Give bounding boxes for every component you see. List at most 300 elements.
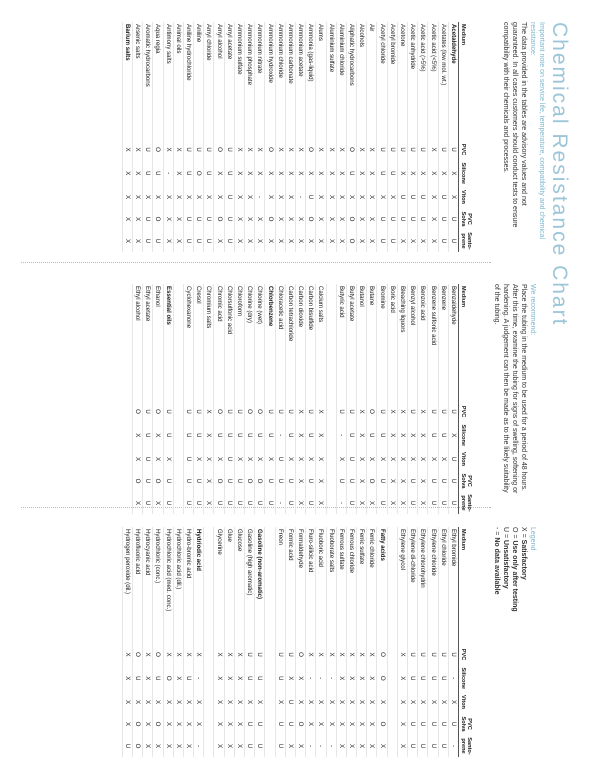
rating-cell: X xyxy=(326,644,336,666)
rating-cell: X xyxy=(194,448,204,470)
medium-name: Alums xyxy=(316,22,326,139)
rating-cell: X xyxy=(387,423,397,448)
rating-cell: U xyxy=(418,139,428,161)
rating-cell xyxy=(387,691,397,713)
rating-cell: X xyxy=(224,713,234,735)
rating-cell xyxy=(387,713,397,735)
rating-cell: U xyxy=(245,735,255,757)
rating-cell: X xyxy=(173,666,183,691)
rating-cell: X xyxy=(214,186,224,208)
rating-cell: X xyxy=(194,644,204,666)
rating-cell: X xyxy=(367,161,377,186)
rating-cell: U xyxy=(418,644,428,666)
rating-cell: X xyxy=(163,139,173,161)
rating-cell: X xyxy=(397,448,407,470)
rating-cell: U xyxy=(377,492,387,514)
rating-cell: O xyxy=(346,230,356,252)
rating-cell: X xyxy=(408,691,418,713)
rating-cell: X xyxy=(183,691,193,713)
medium-name: Ferric chloride xyxy=(367,527,377,644)
rating-cell: - xyxy=(306,735,316,757)
rating-cell: X xyxy=(285,186,295,208)
rating-cell: X xyxy=(367,208,377,230)
rating-cell: U xyxy=(183,401,193,423)
rating-cell: O xyxy=(214,208,224,230)
table-row xyxy=(275,527,285,757)
rating-cell: X xyxy=(255,691,265,713)
rating-cell: U xyxy=(204,208,214,230)
rating-cell: X xyxy=(183,735,193,757)
medium-name: Bleaching liquors xyxy=(397,284,407,401)
rating-cell xyxy=(173,448,183,470)
table-row xyxy=(377,527,387,757)
table-row xyxy=(275,22,285,252)
rating-cell: U xyxy=(306,401,316,423)
rating-cell: U xyxy=(143,448,153,470)
rating-cell: X xyxy=(397,492,407,514)
table-row xyxy=(367,527,377,757)
rating-cell: X xyxy=(346,666,356,691)
rating-cell: U xyxy=(183,448,193,470)
rating-cell: O xyxy=(346,208,356,230)
rating-cell: U xyxy=(163,423,173,448)
rating-cell: U xyxy=(428,470,438,492)
rating-cell: X xyxy=(234,713,244,735)
rating-cell: O xyxy=(153,713,163,735)
rating-cell: U xyxy=(234,423,244,448)
rating-cell: - xyxy=(316,735,326,757)
rating-cell: X xyxy=(245,230,255,252)
rating-cell: X xyxy=(418,230,428,252)
rating-cell: U xyxy=(194,230,204,252)
rating-cell: X xyxy=(316,492,326,514)
rating-cell: O xyxy=(133,470,143,492)
rating-cell: U xyxy=(234,401,244,423)
medium-name: Antimony salts xyxy=(163,22,173,139)
table-row xyxy=(163,284,173,514)
rating-cell: U xyxy=(448,470,458,492)
rating-cell: U xyxy=(448,713,458,735)
medium-name: Amyl chloride xyxy=(204,22,214,139)
rating-cell: - xyxy=(336,492,346,514)
rating-cell: U xyxy=(377,161,387,186)
table-row xyxy=(234,284,244,514)
rating-cell: X xyxy=(275,186,285,208)
rating-cell: X xyxy=(143,735,153,757)
medium-name xyxy=(326,284,336,401)
rating-cell: O xyxy=(377,713,387,735)
rating-cell: U xyxy=(438,470,448,492)
rating-cell: U xyxy=(143,208,153,230)
rating-cell: X xyxy=(367,713,377,735)
rating-cell: U xyxy=(448,401,458,423)
rating-cell: X xyxy=(408,423,418,448)
rating-cell: U xyxy=(418,713,428,735)
rating-cell: - xyxy=(336,423,346,448)
rating-cell: X xyxy=(153,448,163,470)
medium-name: Butyl acetate xyxy=(346,284,356,401)
rating-cell: X xyxy=(163,186,173,208)
rating-cell xyxy=(204,735,214,757)
rating-cell: X xyxy=(326,713,336,735)
table-row xyxy=(275,284,285,514)
rating-cell: X xyxy=(234,644,244,666)
rating-cell: X xyxy=(387,186,397,208)
rating-cell: X xyxy=(316,470,326,492)
rating-cell: U xyxy=(224,470,234,492)
rating-cell: X xyxy=(306,230,316,252)
rating-cell: X xyxy=(428,186,438,208)
rating-cell: U xyxy=(143,401,153,423)
rating-cell: O xyxy=(133,401,143,423)
medium-name: Glycerine xyxy=(214,527,224,644)
medium-name: Ammonium nitrate xyxy=(255,22,265,139)
column-header: Viton xyxy=(459,186,474,208)
table-row xyxy=(163,22,173,252)
rating-cell: X xyxy=(275,161,285,186)
rating-cell: O xyxy=(296,644,306,666)
table-row xyxy=(122,527,132,757)
rating-cell: X xyxy=(285,735,295,757)
table-row xyxy=(194,527,204,757)
rating-cell: X xyxy=(397,401,407,423)
rating-cell: O xyxy=(153,139,163,161)
rating-cell: X xyxy=(306,691,316,713)
medium-name: Hydro-bromic acid xyxy=(183,527,193,644)
rating-cell: X xyxy=(194,713,204,735)
rating-cell: U xyxy=(245,492,255,514)
rating-cell: U xyxy=(194,470,204,492)
rating-cell: X xyxy=(255,448,265,470)
rating-cell: U xyxy=(285,470,295,492)
medium-name: Boric acid xyxy=(387,284,397,401)
medium-name: Aniline hydrochloride xyxy=(183,22,193,139)
rating-cell: X xyxy=(316,230,326,252)
rating-cell: U xyxy=(214,492,224,514)
rating-cell: U xyxy=(183,161,193,186)
rating-cell: X xyxy=(153,691,163,713)
table-row xyxy=(296,22,306,252)
column-header: PVC xyxy=(459,644,474,666)
rating-cell: U xyxy=(346,492,356,514)
rating-cell: U xyxy=(265,423,275,448)
legend-symbol: - xyxy=(493,527,500,530)
rating-cell: U xyxy=(163,492,173,514)
rating-cell: O xyxy=(367,401,377,423)
rating-cell: U xyxy=(255,644,265,666)
rating-cell: X xyxy=(377,691,387,713)
rating-cell: U xyxy=(275,713,285,735)
medium-name: Ammonium acetate xyxy=(296,22,306,139)
medium-name: Amyl alcohol xyxy=(214,22,224,139)
medium-name xyxy=(204,527,214,644)
rating-cell: X xyxy=(173,186,183,208)
rating-cell: X xyxy=(245,139,255,161)
medium-name: Ethyl acetate xyxy=(143,284,153,401)
rating-cell: X xyxy=(367,186,377,208)
rating-cell: U xyxy=(438,208,448,230)
rating-cell: U xyxy=(183,492,193,514)
table-row xyxy=(448,527,458,757)
medium-name: Glue xyxy=(224,527,234,644)
rating-cell: X xyxy=(346,691,356,713)
rating-cell: X xyxy=(204,423,214,448)
rating-cell: X xyxy=(234,208,244,230)
rating-cell xyxy=(387,666,397,691)
table-row xyxy=(265,22,275,252)
rating-cell: X xyxy=(296,492,306,514)
rating-cell: U xyxy=(346,401,356,423)
rating-cell: U xyxy=(397,139,407,161)
rating-cell: X xyxy=(418,448,428,470)
rating-cell: X xyxy=(357,666,367,691)
rating-cell: X xyxy=(296,139,306,161)
rating-cell: X xyxy=(438,161,448,186)
rating-cell: - xyxy=(326,666,336,691)
rating-cell: U xyxy=(346,161,356,186)
medium-name: Air xyxy=(367,22,377,139)
rating-cell: U xyxy=(143,492,153,514)
rating-cell: X xyxy=(173,208,183,230)
rating-cell: X xyxy=(397,644,407,666)
medium-name: Acetic anhydride xyxy=(408,22,418,139)
table-row xyxy=(387,527,397,757)
rating-cell: X xyxy=(367,691,377,713)
rating-cell: - xyxy=(326,735,336,757)
column-header: Medium xyxy=(459,22,474,139)
medium-name: Barium salts xyxy=(122,22,132,139)
rating-cell: U xyxy=(194,208,204,230)
rating-cell: X xyxy=(316,448,326,470)
rating-cell: X xyxy=(163,208,173,230)
rating-cell: U xyxy=(285,401,295,423)
rating-cell: - xyxy=(296,186,306,208)
table-row xyxy=(306,284,316,514)
rating-cell: U xyxy=(438,401,448,423)
rating-cell: X xyxy=(428,161,438,186)
rating-cell: X xyxy=(163,713,173,735)
rating-cell: U xyxy=(194,492,204,514)
rating-cell: X xyxy=(143,666,153,691)
rating-cell: X xyxy=(214,691,224,713)
rating-cell: U xyxy=(204,161,214,186)
rating-cell: U xyxy=(367,423,377,448)
rating-cell: X xyxy=(336,230,346,252)
rating-cell: U xyxy=(428,401,438,423)
rating-cell: U xyxy=(418,735,428,757)
rating-cell: U xyxy=(234,470,244,492)
rating-cell: U xyxy=(408,186,418,208)
table-row xyxy=(346,527,356,757)
rating-cell: X xyxy=(173,735,183,757)
rating-cell: X xyxy=(183,186,193,208)
table-row xyxy=(133,284,143,514)
column-header: Santo-prene xyxy=(459,492,474,514)
rating-cell: X xyxy=(316,139,326,161)
rating-cell: U xyxy=(408,139,418,161)
medium-name xyxy=(387,527,397,644)
rating-cell: U xyxy=(428,735,438,757)
medium-name: Ferrous chloride xyxy=(346,527,356,644)
table-row xyxy=(367,284,377,514)
rating-cell: U xyxy=(408,401,418,423)
rating-cell: X xyxy=(133,448,143,470)
rating-cell: X xyxy=(326,161,336,186)
legend-row: - = No data available xyxy=(493,527,500,595)
column-header: Silicone xyxy=(459,423,474,448)
rating-cell: U xyxy=(438,186,448,208)
medium-name: Arsenic salts xyxy=(133,22,143,139)
rating-cell: X xyxy=(357,735,367,757)
table-row xyxy=(408,284,418,514)
rating-cell: X xyxy=(367,666,377,691)
rating-cell: X xyxy=(357,470,367,492)
legend-block xyxy=(492,527,537,667)
rating-cell: X xyxy=(173,691,183,713)
medium-name: Acetyl chloride xyxy=(377,22,387,139)
rating-cell: U xyxy=(448,644,458,666)
column-header: Santo-prene xyxy=(459,230,474,252)
rating-cell: U xyxy=(245,713,255,735)
table-row xyxy=(255,284,265,514)
column-header: PVC xyxy=(459,401,474,423)
rating-cell: X xyxy=(133,139,143,161)
rating-cell: X xyxy=(265,230,275,252)
rating-cell: X xyxy=(122,713,132,735)
rating-cell: U xyxy=(285,423,295,448)
rating-cell: X xyxy=(234,666,244,691)
rating-cell: X xyxy=(357,161,367,186)
rating-cell: X xyxy=(204,186,214,208)
rating-cell: U xyxy=(418,666,428,691)
rating-cell: U xyxy=(224,401,234,423)
table-row xyxy=(428,527,438,757)
rating-cell: O xyxy=(153,470,163,492)
rating-cell: X xyxy=(122,186,132,208)
rating-cell: X xyxy=(143,644,153,666)
medium-name: Aromatic hydrocarbons xyxy=(143,22,153,139)
table-row xyxy=(204,284,214,514)
rating-cell: X xyxy=(265,448,275,470)
rating-cell: - xyxy=(163,161,173,186)
rating-cell: X xyxy=(122,139,132,161)
rating-cell: U xyxy=(183,423,193,448)
rating-cell xyxy=(204,644,214,666)
rating-cell: X xyxy=(346,186,356,208)
table-row xyxy=(408,527,418,757)
rating-cell: X xyxy=(346,644,356,666)
medium-name: Chlorsulfonic acid xyxy=(224,284,234,401)
rating-cell: X xyxy=(336,186,346,208)
rating-cell: U xyxy=(306,423,316,448)
medium-name: Ethanol xyxy=(153,284,163,401)
rating-cell: X xyxy=(153,735,163,757)
table-row xyxy=(346,22,356,252)
rating-cell: U xyxy=(153,161,163,186)
rating-cell: O xyxy=(255,401,265,423)
rating-cell: X xyxy=(122,644,132,666)
legend-text: Unsatisfactory xyxy=(502,540,509,589)
legend-heading: Legend xyxy=(529,527,536,551)
rating-cell: X xyxy=(448,691,458,713)
medium-name: Hydriodic acid xyxy=(194,527,204,644)
table-row xyxy=(214,22,224,252)
rating-cell xyxy=(387,644,397,666)
rating-cell: X xyxy=(306,644,316,666)
rating-cell: X xyxy=(428,230,438,252)
rating-cell: U xyxy=(143,470,153,492)
rating-cell: U xyxy=(234,492,244,514)
medium-name: Aliphatic hydrocarbons xyxy=(346,22,356,139)
recommend-block xyxy=(492,284,537,494)
rating-cell: X xyxy=(122,666,132,691)
table-row xyxy=(224,284,234,514)
rating-cell: X xyxy=(326,230,336,252)
rating-cell: U xyxy=(408,644,418,666)
rating-cell: U xyxy=(153,230,163,252)
rating-cell: X xyxy=(336,644,346,666)
medium-name: Aqua regia xyxy=(153,22,163,139)
rating-cell: U xyxy=(143,230,153,252)
rating-cell: X xyxy=(194,186,204,208)
rating-cell: U xyxy=(377,401,387,423)
rating-cell: X xyxy=(296,470,306,492)
legend-row: O = Use only after testing xyxy=(511,527,518,612)
rating-cell: X xyxy=(285,161,295,186)
medium-name: Chromic acid xyxy=(214,284,224,401)
table-row xyxy=(143,22,153,252)
rating-cell: X xyxy=(336,139,346,161)
rating-cell: X xyxy=(245,691,255,713)
table-row xyxy=(316,22,326,252)
table-row xyxy=(326,22,336,252)
rating-cell: X xyxy=(285,139,295,161)
rating-cell: X xyxy=(173,161,183,186)
table-row xyxy=(397,527,407,757)
rating-cell: X xyxy=(387,470,397,492)
rating-cell: U xyxy=(245,423,255,448)
medium-name: Acetic acid (>5%) xyxy=(418,22,428,139)
legend-symbol: U xyxy=(502,527,509,533)
rating-cell: U xyxy=(346,448,356,470)
table-row xyxy=(418,22,428,252)
rating-cell: U xyxy=(448,230,458,252)
table-row xyxy=(133,22,143,252)
rating-cell: X xyxy=(255,208,265,230)
rating-cell: U xyxy=(377,139,387,161)
rating-cell: X xyxy=(122,691,132,713)
table-row xyxy=(285,22,295,252)
rating-cell: X xyxy=(296,230,306,252)
rating-cell: X xyxy=(357,230,367,252)
rating-cell: X xyxy=(428,448,438,470)
notes-block xyxy=(501,22,546,244)
medium-name: Ethylene glycol xyxy=(397,527,407,644)
rating-cell: U xyxy=(428,423,438,448)
rating-cell: X xyxy=(133,161,143,186)
rating-cell: X xyxy=(316,713,326,735)
rating-cell: U xyxy=(275,448,285,470)
table-row xyxy=(367,22,377,252)
rating-cell: X xyxy=(122,230,132,252)
medium-name: Acetates (low mol. wt.) xyxy=(438,22,448,139)
rating-cell: U xyxy=(224,230,234,252)
medium-name: Ethyl alcohol xyxy=(133,284,143,401)
medium-name: Amyl acetate xyxy=(224,22,234,139)
table-row xyxy=(377,284,387,514)
rating-cell xyxy=(326,470,336,492)
rating-cell: U xyxy=(245,666,255,691)
